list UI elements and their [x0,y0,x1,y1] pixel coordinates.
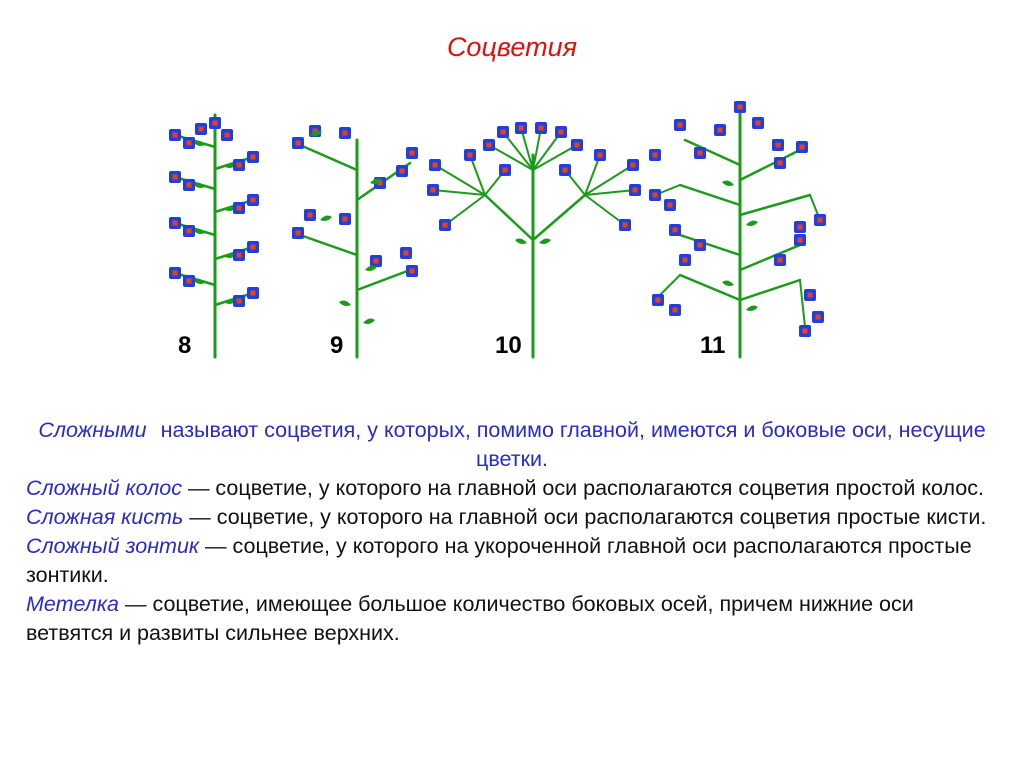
flower-center [673,308,678,313]
flower-center [698,243,703,248]
stem-line [445,195,485,225]
term-panicle: Метелка [26,592,120,616]
flower-center [683,258,688,263]
stem-line [485,195,533,240]
leaf [746,306,758,311]
flower-center [251,155,256,160]
flower-center [308,213,313,218]
leaf [320,216,332,221]
flower-center [778,258,783,263]
stem-line [300,145,357,170]
flower-center [173,133,178,138]
flower-center [173,221,178,226]
flower-center [803,329,808,334]
flower-center [653,153,658,158]
flower-center [296,231,301,236]
leaf [363,319,375,324]
flower-center [487,143,492,148]
definition-compound-spike-text: — соцветие, у которого на главной оси располагаются соцветия простой колос. [181,476,984,500]
flower-center [668,203,673,208]
definition-compound-umbel [26,532,998,590]
term-compound-spike: Сложный колос [26,476,182,500]
figure-label-10: 10 [495,332,522,359]
definition-compound-spike [26,474,998,503]
flower-center [400,169,405,174]
term-compound-raceme: Сложная кисть [26,505,184,529]
flower-center [237,299,242,304]
flower-center [798,238,803,243]
flower-center [410,151,415,156]
flower-center [443,223,448,228]
flower-center [410,269,415,274]
flower-center [718,128,723,133]
flower-center [598,153,603,158]
flower-center [187,229,192,234]
definition-compound-raceme [26,503,998,532]
flower-center [503,168,508,173]
flower-center [756,121,761,126]
term-compound-umbel: Сложный зонтик [26,534,200,558]
definition-compound-raceme-text: — соцветие, у которого на главной оси располагаются соцветия простые кисти. [183,505,987,529]
flower-center [539,126,544,131]
flower-center [343,131,348,136]
leaf [539,239,551,244]
stem-line [680,235,740,255]
flower-center [237,163,242,168]
flower-center [633,188,638,193]
flower-center [818,218,823,223]
flower-center [237,253,242,258]
leaf [365,266,377,271]
flower-center [251,291,256,296]
flower-center [404,251,409,256]
figure-label-11: 11 [700,332,726,359]
stem-line [740,280,800,300]
description-text [26,416,998,648]
flower-center [816,315,821,320]
figure-label-8: 8 [178,332,192,359]
flower-center [199,127,204,132]
flower-center [237,206,242,211]
slide-title: Соцветия [446,32,578,62]
flower-center [187,279,192,284]
flower-center [575,143,580,148]
flower-center [563,168,568,173]
leaf [722,281,734,286]
flower-center [251,198,256,203]
stem-line [680,185,740,205]
inflorescence-diagram [140,95,860,365]
stem-line [680,275,740,300]
stem-line [533,195,585,240]
flower-center [656,298,661,303]
figure-label-9: 9 [330,332,344,359]
stem-line [685,140,740,165]
flower-center [251,245,256,250]
flower-center [213,121,218,126]
leaf [722,181,734,186]
flower-center [187,183,192,188]
definition-compound-umbel-text: — соцветие, у которого на укороченной главной оси располагаются простые зонтики. [26,534,972,587]
flower-center [800,145,805,150]
flower-center [519,126,524,131]
flower-center [623,223,628,228]
definition-complex-text: называют соцветия, у которых, помимо главной, имеются и боковые оси, несущие цветки. [160,418,986,471]
flower-center [374,259,379,264]
flower-center [673,228,678,233]
definition-panicle-text: — соцветие, имеющее большое количество боковых осей, причем нижние оси ветвятся и развиты сильнее верхних. [26,592,914,645]
flower-center [559,130,564,135]
flower-center [343,217,348,222]
flower-center [776,143,781,148]
definition-panicle [26,590,998,648]
flower-center [225,133,230,138]
leaf [339,301,351,306]
flower-center [678,123,683,128]
flower-center [173,175,178,180]
flower-center [778,161,783,166]
flower-center [738,105,743,110]
flower-center [296,141,301,146]
stem-line [740,150,800,180]
flower-center [653,193,658,198]
leaf [515,239,527,244]
stem-line [660,275,680,295]
flower-center [631,163,636,168]
flower-center [433,163,438,168]
stem-line [300,235,357,255]
flower-center [808,293,813,298]
flower-center [468,153,473,158]
flower-center [698,151,703,156]
stem-line [740,245,800,270]
term-complex: Сложными [38,418,147,442]
leaf [746,221,758,226]
flower-center [173,271,178,276]
flower-center [431,188,436,193]
stem-line [740,195,810,215]
stem-line [800,280,805,327]
flower-center [798,225,803,230]
flower-center [501,130,506,135]
flower-center [187,141,192,146]
definition-complex [26,416,998,474]
stem-line [585,195,625,225]
stem-line [357,270,410,290]
